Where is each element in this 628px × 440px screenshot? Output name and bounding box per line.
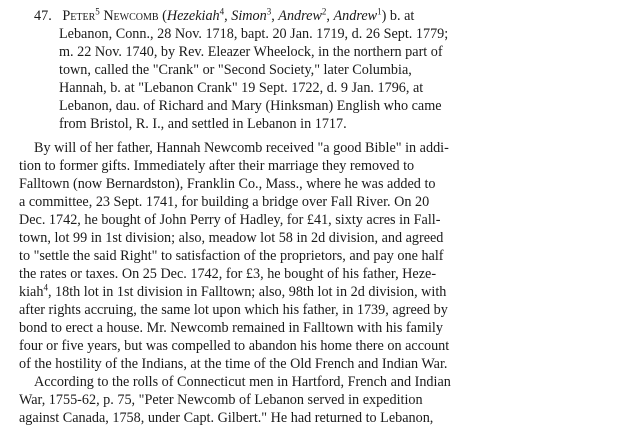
lineage-sup-4: 1 (377, 6, 382, 17)
entry-line-7: from Bristol, R. I., and settled in Lebanon in 1717. (59, 116, 347, 132)
entry-name: Peter (62, 8, 96, 24)
entry-line1-tail: b. at (386, 8, 415, 24)
entry-line-2: Lebanon, Conn., 28 Nov. 1718, bapt. 20 Jan. 1719, d. 26 Sept. 1779; (59, 26, 449, 42)
entry-line-3: m. 22 Nov. 1740, by Rev. Eleazer Wheelock, in the northern part of (59, 44, 443, 60)
entry-surname: Newcomb (103, 8, 159, 24)
para1-line-11: bond to erect a house. Mr. Newcomb remained in Falltown with his family (19, 320, 443, 336)
entry-number: 47. (34, 8, 52, 24)
para1-line-10: after rights accruing, the same lot upon which his father, in 1739, agreed by (19, 302, 448, 318)
lineage-sup-3: 2 (321, 6, 327, 17)
entry-line-4: town, called the "Crank" or "Second Society," later Columbia, (59, 62, 412, 78)
lineage-sup-1: 4 (219, 6, 225, 17)
lineage-sup-2: 3 (266, 6, 272, 17)
lineage-name-3: Andrew (278, 8, 322, 24)
entry-name-generation: 5 (95, 6, 100, 17)
para2-line-2: War, 1755-62, p. 75, "Peter Newcomb of Lebanon served in expedition (19, 392, 423, 408)
para1-line-7: to "settle the said Right" to satisfaction of the proprietors, and pay one half (19, 248, 444, 264)
para1-line-2: tion to former gifts. Immediately after their marriage they removed to (19, 158, 415, 174)
para1-line-9-start: kiah (19, 284, 44, 300)
para1-line-12: four or five years, but was compelled to abandon his home there on account (19, 338, 450, 354)
entry-heading-line (34, 7, 414, 25)
para2-line-3: against Canada, 1758, under Capt. Gilbert." He had returned to Lebanon, (19, 410, 434, 426)
lineage-sep-2: , (271, 8, 279, 24)
lineage-open: ( (162, 8, 167, 24)
para1-line-9 (19, 283, 446, 301)
para1-line-5: Dec. 1742, he bought of John Perry of Hadley, for £41, sixty acres in Fall- (19, 212, 441, 228)
para1-line-13: of the hostility of the Indians, at the time of the Old French and Indian War. (19, 356, 448, 372)
para1-line-9-sup: 4 (43, 282, 48, 293)
lineage-close: ) (381, 8, 387, 24)
entry-line-5: Hannah, b. at "Lebanon Crank" 19 Sept. 1722, d. 9 Jan. 1796, at (59, 80, 424, 96)
para1-line-6: town, lot 99 in 1st division; also, meadow lot 58 in 2d division, and agreed (19, 230, 444, 246)
para1-line-1: By will of her father, Hannah Newcomb received "a good Bible" in addi- (34, 140, 449, 156)
lineage-name-1: Hezekiah (166, 8, 220, 24)
para1-line-9-end: , 18th lot in 1st division in Falltown; also, 98th lot in 2d division, with (47, 284, 447, 300)
lineage-name-2: Simon (231, 8, 267, 24)
lineage-sep-1: , (224, 8, 232, 24)
lineage-name-4: Andrew (333, 8, 378, 24)
para1-line-8: the rates or taxes. On 25 Dec. 1742, for £3, he bought of his father, Heze- (19, 266, 437, 282)
para1-line-3: Falltown (now Bernardston), Franklin Co., Mass., where he was added to (19, 176, 436, 192)
entry-line-6: Lebanon, dau. of Richard and Mary (Hinksman) English who came (59, 98, 442, 114)
lineage-sep-3: , (326, 8, 334, 24)
para1-line-4: a committee, 23 Sept. 1741, for building a bridge over Fall River. On 20 (19, 194, 430, 210)
para2-line-1: According to the rolls of Connecticut men in Hartford, French and Indian (34, 374, 451, 390)
